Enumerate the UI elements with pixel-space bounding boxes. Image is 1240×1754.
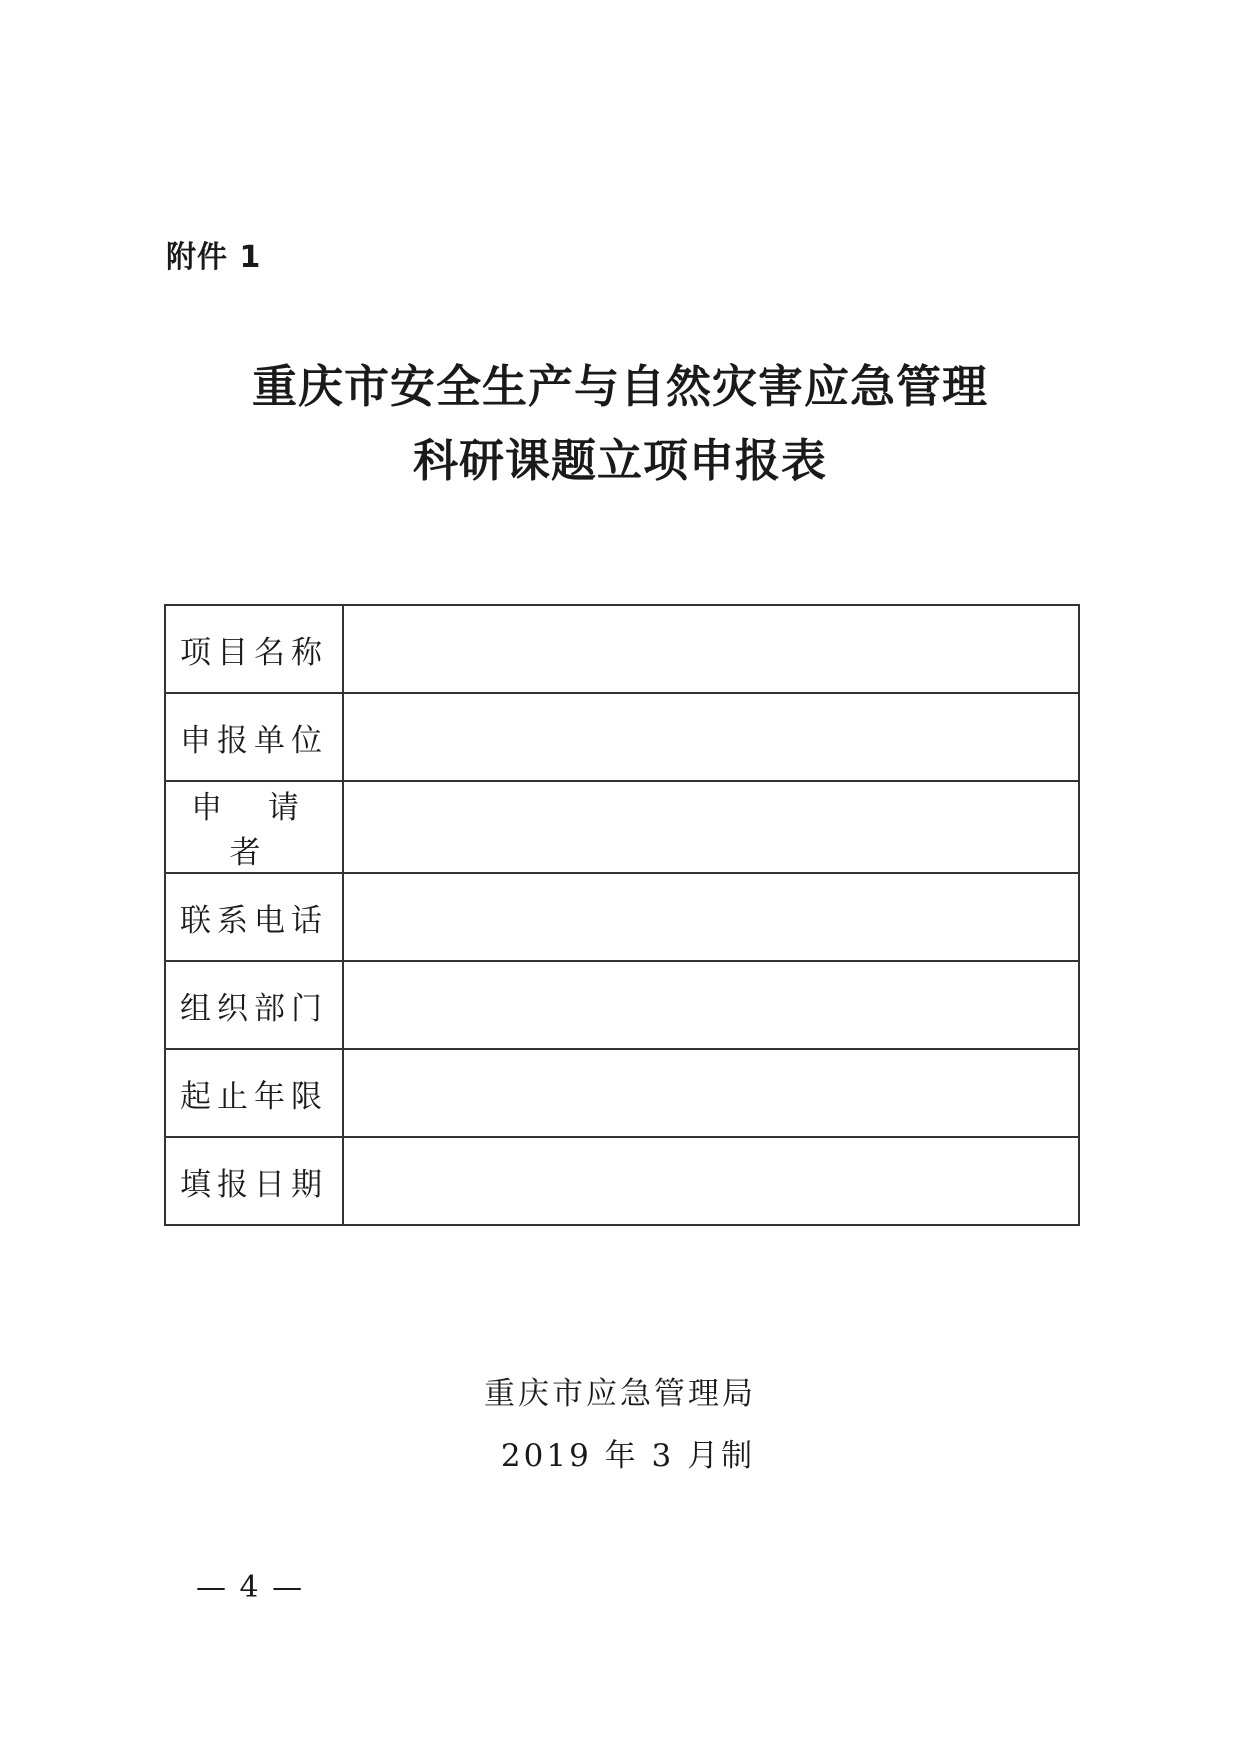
document-title-line2: 科研课题立项申报表	[412, 434, 827, 487]
applicant-unit-label: 申报单位	[165, 693, 343, 781]
contact-phone-field[interactable]	[343, 873, 1079, 961]
form-row-applicant-unit	[165, 693, 1079, 781]
application-form-table	[164, 604, 1080, 1226]
page-number: — 4 —	[196, 1570, 305, 1605]
fill-date-label: 填报日期	[165, 1137, 343, 1225]
issuer-date: 2019 年 3 月制	[500, 1438, 756, 1474]
document-title-line1: 重庆市安全生产与自然灾害应急管理	[251, 360, 988, 413]
form-row-project-name	[165, 605, 1079, 693]
form-row-applicant	[165, 781, 1079, 873]
organizing-dept-field[interactable]	[343, 961, 1079, 1049]
form-row-contact-phone	[165, 873, 1079, 961]
issuer-organization: 重庆市应急管理局	[484, 1376, 756, 1412]
organizing-dept-label: 组织部门	[165, 961, 343, 1049]
form-row-fill-date	[165, 1137, 1079, 1225]
applicant-label: 申 请 者	[165, 781, 343, 873]
duration-label: 起止年限	[165, 1049, 343, 1137]
project-name-label: 项目名称	[165, 605, 343, 693]
project-name-field[interactable]	[343, 605, 1079, 693]
applicant-unit-field[interactable]	[343, 693, 1079, 781]
form-row-duration	[165, 1049, 1079, 1137]
applicant-field[interactable]	[343, 781, 1079, 873]
duration-field[interactable]	[343, 1049, 1079, 1137]
fill-date-field[interactable]	[343, 1137, 1079, 1225]
contact-phone-label: 联系电话	[165, 873, 343, 961]
form-row-organizing-dept	[165, 961, 1079, 1049]
attachment-label: 附件 1	[166, 240, 262, 275]
